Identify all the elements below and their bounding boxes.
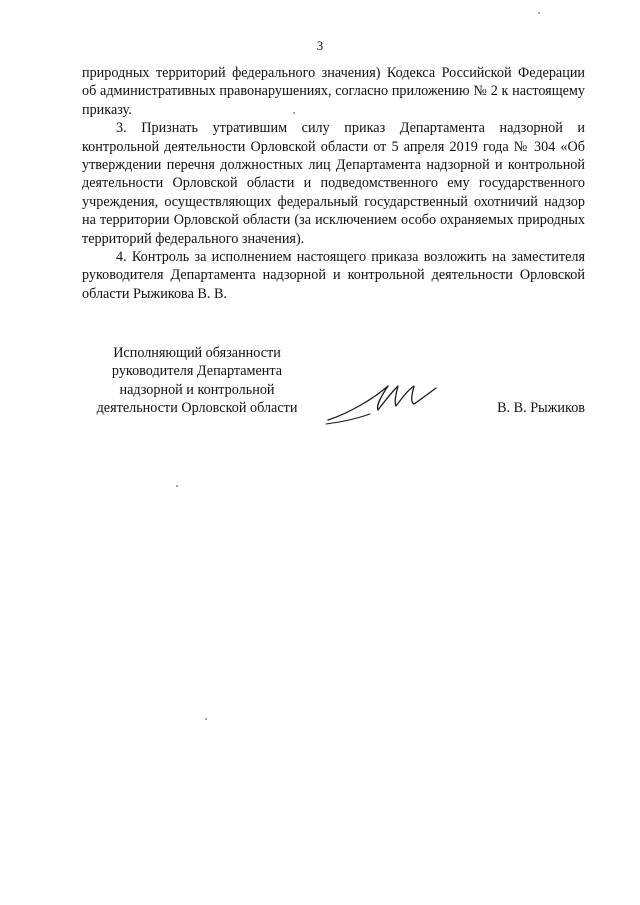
signer-name: В. В. Рыжиков (497, 400, 585, 416)
scan-speck (176, 485, 178, 487)
scan-speck (205, 718, 207, 720)
scan-speck (538, 12, 540, 14)
paragraph-item-4: 4. Контроль за исполнением настоящего приказа возложить на заместителя руководителя Департамента надзорной и контрольной деятельности Орловской области Рыжикова В. В. (82, 249, 585, 302)
paragraph-continuation: природных территорий федерального значения) Кодекса Российской Федерации об административных правонарушениях, согласно приложению № 2 к настоящему приказу. (82, 65, 585, 118)
signer-position-line: надзорной и контрольной (119, 381, 275, 398)
signer-position-line: деятельности Орловской области (96, 400, 298, 417)
scan-speck (293, 112, 295, 114)
page-number: 3 (316, 38, 324, 53)
signer-position (82, 344, 312, 418)
signature-stroke (328, 386, 436, 420)
signer-position-line: Исполняющий обязанности (113, 345, 281, 361)
handwritten-signature (322, 372, 442, 428)
signer-position-line: руководителя Департамента (111, 363, 283, 380)
document-body (82, 64, 585, 303)
signature-block (82, 344, 585, 434)
paragraph-item-3: 3. Признать утратившим силу приказ Департамента надзорной и контрольной деятельности Орловской области от 5 апреля 2019 года № 304 «Об утверждении перечня должностных лиц Департамента надзорной и контрольной деятельности Орловской области и подведомственного ему государственного учреждения, осуществляющих федеральный государственный охотничий надзор на территории Орловской области (за исключением особо охраняемых природных территорий федерального значения). (82, 120, 585, 247)
